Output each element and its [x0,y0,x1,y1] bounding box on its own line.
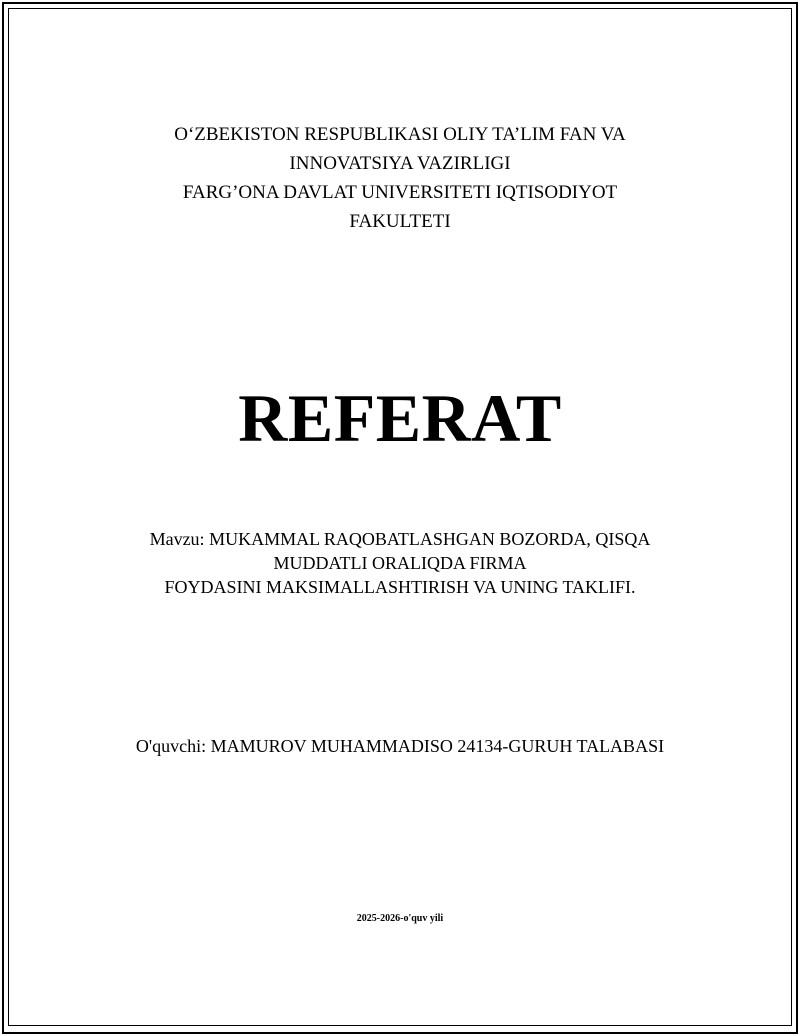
header-line-1: O‘ZBEKISTON RESPUBLIKASI OLIY TA’LIM FAN VA [174,124,626,145]
header-line-2: INNOVATSIYA VAZIRLIGI [289,153,511,174]
document-title: REFERAT [238,380,562,456]
topic-section [0,527,800,599]
topic-line-1: Mavzu: MUKAMMAL RAQOBATLASHGAN BOZORDA, QISQA [149,529,651,549]
header-line-4: FAKULTETI [349,211,451,232]
topic-line-2: MUDDATLI ORALIQDA FIRMA [273,553,527,573]
topic-line-3: FOYDASINI MAKSIMALLASHTIRISH VA UNING TAKLIFI. [164,577,636,597]
institution-header [0,120,800,236]
academic-year: 2025-2026-o'quv yili [356,913,444,924]
student-info: O'quvchi: MAMUROV MUHAMMADISO 24134-GURUH TALABASI [135,736,665,756]
header-line-3: FARG’ONA DAVLAT UNIVERSITETI IQTISODIYOT [182,182,618,203]
